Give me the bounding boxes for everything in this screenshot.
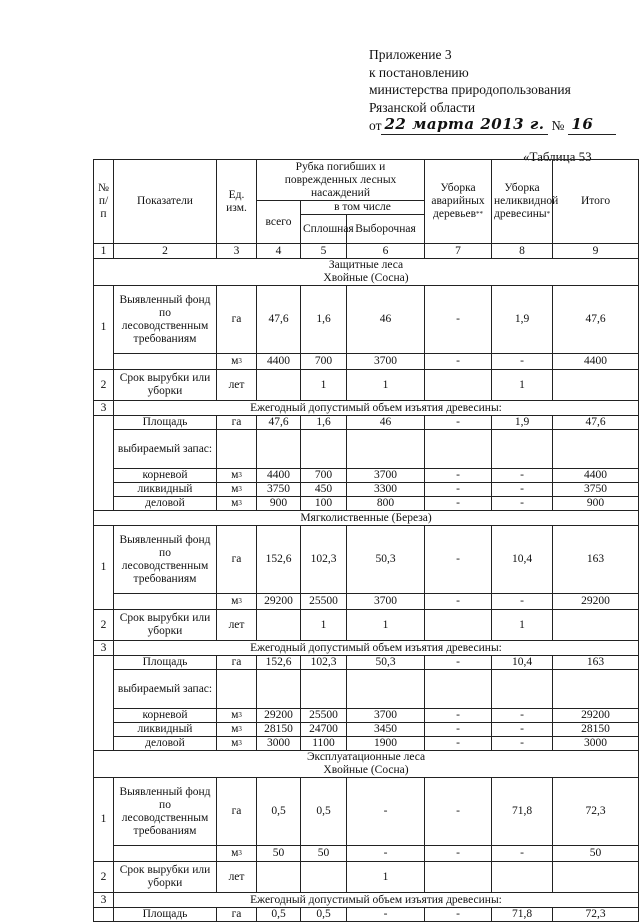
table-row: Площадь га 152,6 102,3 50,3 - 10,4 163 [94, 656, 639, 670]
col-total-header: всего [257, 201, 301, 244]
table-row: 3 Ежегодный допустимый объем изъятия древесины: [94, 641, 639, 656]
header-date-line [369, 116, 616, 135]
table-row: Площадь га 47,6 1,6 46 - 1,9 47,6 [94, 416, 639, 430]
col-incl-header: в том числе [301, 201, 425, 215]
col-group-header: Рубка погибших и поврежденных лесных насаждений [257, 160, 425, 201]
col-cleanup-header: Уборка аварийных деревьев** [425, 160, 492, 244]
table-row: ликвидный $м^3$ 3750 450 3300 - - 3750 [94, 483, 639, 497]
document-header [369, 46, 616, 135]
table-row: деловой $м^3$ 900 100 800 - - 900 [94, 497, 639, 511]
subsection-conifer: Хвойные (Сосна) [323, 272, 409, 284]
fund-label: Выявленный фонд по лесоводственным требованиям [114, 286, 217, 354]
section-row [94, 511, 639, 526]
table-row: 2 Срок вырубки или уборки лет 1 1 1 [94, 370, 639, 401]
header-line-2: к постановлению [369, 64, 469, 80]
col-num-header: № п/п [94, 160, 114, 244]
handwritten-number: 16 [568, 116, 616, 135]
forest-table [93, 159, 639, 922]
subsection-birch: Мягколиственные (Береза) [94, 511, 639, 526]
table-row: 2 Срок вырубки или уборки лет 1 [94, 862, 639, 893]
table-row: выбираемый запас: [94, 670, 639, 709]
table-row: Площадь га 0,5 0,5 - - 71,8 72,3 [94, 908, 639, 922]
ot-label: от [369, 118, 382, 133]
table-row: 1 Выявленный фонд по лесоводственным требованиям га 47,6 1,6 46 - 1,9 47,6 [94, 286, 639, 354]
handwritten-date: 22 марта 2013 г. [381, 116, 547, 135]
table-row: выбираемый запас: [94, 430, 639, 469]
header-row-1 [94, 160, 639, 201]
table-row: $м^3$ 4400 700 3700 - - 4400 [94, 354, 639, 370]
header-line-3: министерства природопользования [369, 82, 571, 97]
col-selective-header: Выборочная [347, 215, 425, 244]
table-row: 1 Выявленный фонд по лесоводственным требованиям га 152,6 102,3 50,3 - 10,4 163 [94, 526, 639, 594]
col-illiquid-header: Уборка неликвидной древесины* [492, 160, 553, 244]
table-row: деловой $м^3$ 3000 1100 1900 - - 3000 [94, 737, 639, 751]
header-line-1: Приложение 3 [369, 47, 452, 62]
table-row: корневой $м^3$ 4400 700 3700 - - 4400 [94, 469, 639, 483]
table-row: 3 Ежегодный допустимый объем изъятия древесины: [94, 893, 639, 908]
table-row: ликвидный $м^3$ 28150 24700 3450 - - 28150 [94, 723, 639, 737]
index-row: 1 2 3 4 5 6 7 8 9 [94, 244, 639, 259]
table-row: 3 Ежегодный допустимый объем изъятия древесины: [94, 401, 639, 416]
table-label: «Таблица 53 [523, 149, 592, 164]
section-operational: Эксплуатационные леса [306, 751, 426, 763]
table-row: $м^3$ 50 50 - - - 50 [94, 846, 639, 862]
section-row [94, 751, 639, 778]
table-row: 2 Срок вырубки или уборки лет 1 1 1 [94, 610, 639, 641]
col-indicator-header: Показатели [114, 160, 217, 244]
section-protective: Защитные леса [328, 259, 404, 271]
number-label: № [551, 118, 565, 133]
subsection-conifer: Хвойные (Сосна) [323, 764, 409, 776]
header-line-4: Рязанской области [369, 99, 476, 115]
table-row: корневой $м^3$ 29200 25500 3700 - - 29200 [94, 709, 639, 723]
col-clear-header: Сплошная [301, 215, 347, 244]
col-sum-header: Итого [553, 160, 639, 244]
section-row [94, 259, 639, 286]
table-row: $м^3$ 29200 25500 3700 - - 29200 [94, 594, 639, 610]
col-unit-header: Ед. изм. [217, 160, 257, 244]
table-row: 1 Выявленный фонд по лесоводственным требованиям га 0,5 0,5 - - 71,8 72,3 [94, 778, 639, 846]
